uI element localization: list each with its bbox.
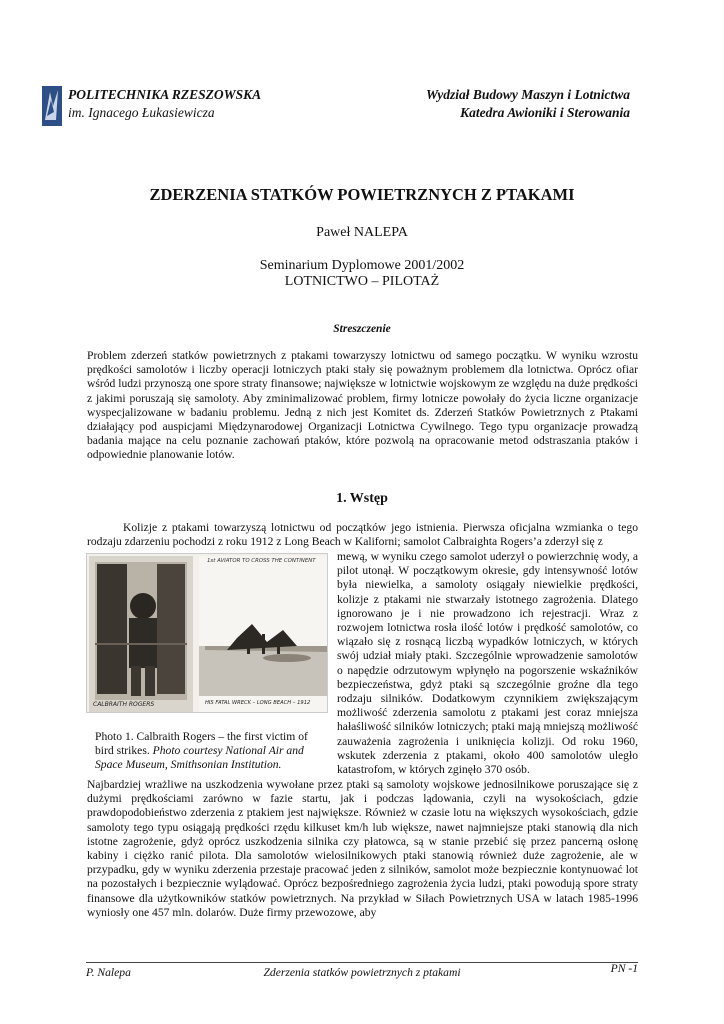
university-logo (42, 86, 62, 126)
photo-caption (95, 730, 320, 773)
photo-left-label: CALBRAITH ROGERS (93, 701, 155, 708)
abstract-heading: Streszczenie (333, 323, 391, 335)
footer-author: P. Nalepa (86, 966, 131, 979)
university-name: POLITECHNIKA RZESZOWSKA (68, 87, 262, 102)
specialization-line: LOTNICTWO – PILOTAŻ (284, 274, 440, 289)
section-heading: 1. Wstęp (336, 491, 388, 506)
author-name: Paweł NALEPA (316, 225, 408, 240)
photo-right-label: HIS FATAL WRECK – LONG BEACH – 1912 (205, 700, 311, 706)
department-name: Katedra Awioniki i Sterowania (460, 105, 630, 120)
photo-illustration (87, 554, 328, 713)
seminar-line: Seminarium Dyplomowe 2001/2002 (259, 258, 465, 273)
footer-title: Zderzenia statków powietrznych z ptakami (263, 966, 461, 979)
header-faculty (426, 86, 630, 122)
university-patron: im. Ignacego Łukasiewicza (68, 105, 215, 120)
page-number: PN -1 (610, 962, 638, 975)
faculty-name: Wydział Budowy Maszyn i Lotnictwa (425, 87, 630, 102)
continuation-paragraph: Najbardziej wrażliwe na uszkodzenia wywołane przez ptaki są samoloty wojskowe jednosilnikowe poruszające się z dużymi prędkościami zarówno w fazie startu, jak i podczas lądowania, czyli na wysokościach, gdzie prawdopodobieństwo zderzenia z ptakiem jest największe. Również w czasie lotu na większych wysokościach, gdzie samoloty tego typu osiągają prędkości rzędu kilkuset km/h lub większe, nawet najmniejsze ptaki stanowią dla nich istotne zagrożenie, gdyż oprócz uszkodzenia silnika czy płatowca, są w stanie przebić się przez pancerną osłonę kabiny i ciężko ranić pilota. Dla samolotów wielosilnikowych ptaki stanowią również duże zagrożenie, ale w przypadku, gdy w wyniku zderzenia przestaje pracować jeden z silników, samolot może bezpiecznie kontynuować lot na pozostałych i bezpiecznie wylądować. Oprócz bezpośredniego zagrożenia życia ludzi, ptaki powodują spore straty finansowe dla użytkowników statków powietrznych. Na przykład w Siłach Powietrznych USA w latach 1985-1996 wyniosły one 457 mln. dolarów. Duże firmy przewozowe, aby (87, 778, 638, 919)
footer-rule (86, 962, 638, 963)
paper-title: ZDERZENIA STATKÓW POWIETRZNYCH Z PTAKAMI (149, 185, 575, 204)
historical-photo (86, 553, 328, 713)
intro-paragraph: Kolizje z ptakami towarzyszą lotnictwu od początków jego istnienia. Pierwsza oficjalna wzmianka o tego rodzaju zdarzeniu pochodzi z roku 1912 z Long Beach w Kaliforni; samolot Calbraighta Rogers’a zderzył się z (87, 521, 638, 549)
wrapped-paragraph: mewą, w wyniku czego samolot uderzył o powierzchnię wody, a pilot utonął. W początkowym okresie, gdy intensywność lotów była niewielka, a samoloty osiągały niewielkie prędkości, kolizje z ptakami nie stwarzały istotnego zagrożenia. Dlatego ignorowano je i nie prowadzono ich rejestracji. Wraz z rozwojem lotnictwa rosła ilość lotów i prędkość samolotów, co wiązało się z rosnącą liczbą wypadków lotniczych, w których swój udział miały ptaki. Szczególnie wprowadzenie samolotów o napędzie odrzutowym wpłynęło na pogorszenie wskaźników bezpieczeństwa, gdyż ptaki są szczególnie groźne dla tego rodzaju silników. Dodatkowym czynnikiem zwiększającym możliwość zderzenia samolotu z ptakami jest coraz mniejsza hałaśliwość silników lotniczych; ptaki mają mniejszą możliwość zauważenia zagrożenia i uniknięcia kolizji. Od roku 1960, wskutek zderzenia z ptakami, około 400 samolotów uległo katastrofom, w których zginęło 370 osób. (337, 550, 638, 777)
caption-text: Photo 1. Calbraith Rogers – the first victim of bird strikes. (95, 730, 308, 758)
header-university (68, 86, 261, 122)
photo-top-label: 1st AVIATOR TO CROSS THE CONTINENT (207, 558, 316, 564)
abstract-text: Problem zderzeń statków powietrznych z ptakami towarzyszy lotnictwu od samego początku. W wyniku wzrostu prędkości samolotów i liczby operacji lotniczych ptaki stały się poważnym problemem dla lotnictwa. Oprócz ofiar wśród ludzi przynoszą one spore straty finansowe; największe w lotnictwie wojskowym ze względu na duże prędkości z jakimi poruszają się samoloty. Aby zminimalizować problem, firmy lotnicze powołały do życia liczne organizacje wyspecjalizowane w badaniu problemu. Jedną z nich jest Komitet ds. Zderzeń Statków Powietrznych z Ptakami działający pod auspicjami Międzynarodowej Organizacji Lotnictwa Cywilnego. Tego typu organizacje prowadzą badania mające na celu poznanie zachowań ptaków, które pozwolą na opracowanie metod odstraszania ptaków i odpowiednie planowanie lotów. (87, 349, 638, 462)
seminar-info (0, 258, 724, 290)
caption-credit: Photo courtesy National Air and Space Museum, Smithsonian Institution. (95, 744, 304, 772)
